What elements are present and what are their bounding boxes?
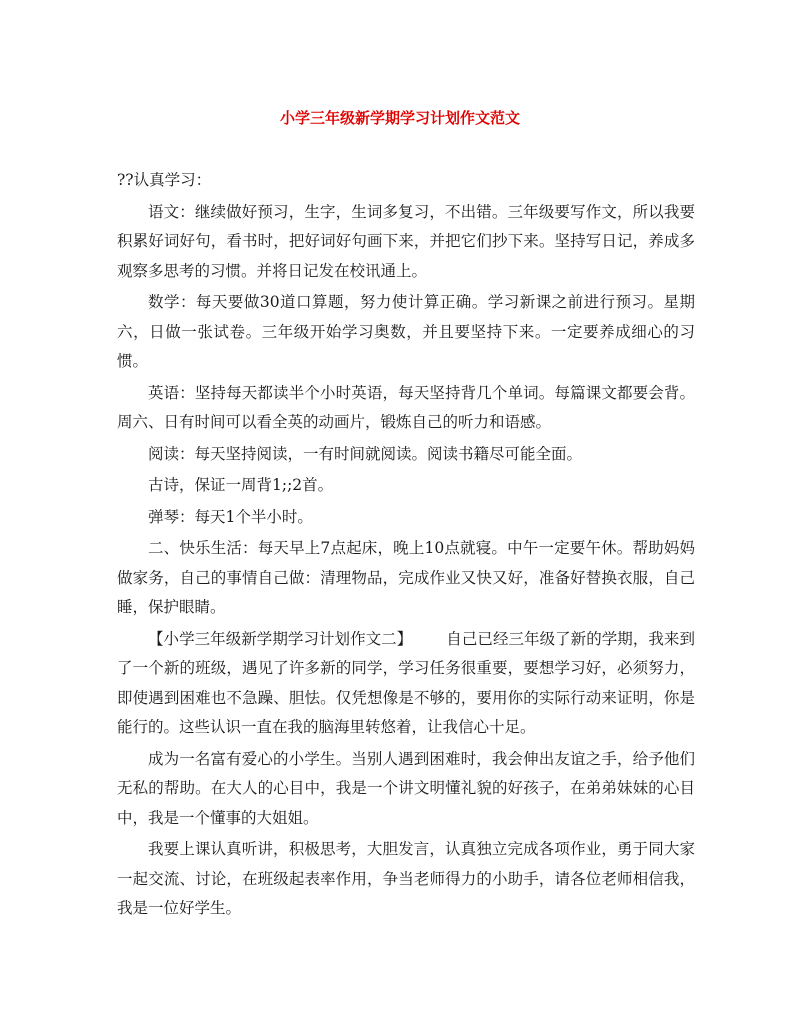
section-heading-study: ??认真学习：: [117, 171, 212, 189]
paragraph-math: 数学：每天要做30道口算题，努力使计算正确。学习新课之前进行预习。星期六，日做一张试卷。三年级开始学习奥数，并且要坚持下来。一定要养成细心的习惯。: [117, 293, 695, 370]
paragraph-good-student: 我要上课认真听讲，积极思考，大胆发言，认真独立完成各项作业，勇于同大家一起交流、讨论，在班级起表率作用，争当老师得力的小助手，请各位老师相信我，我是一位好学生。: [117, 840, 695, 917]
paragraph-reading: 阅读：每天坚持阅读，一有时间就阅读。阅读书籍尽可能全面。: [148, 444, 583, 463]
document-title: 小学三年级新学期学习计划作文范文: [279, 109, 520, 127]
paragraph-essay-two-intro: [117, 625, 695, 743]
paragraph-poetry: 古诗，保证一周背1;;2首。: [148, 476, 334, 494]
essay-two-heading: 【小学三年级新学期学习计划作文二】: [148, 629, 413, 648]
essay-two-first-text: 自己已经三年级了新的学期，我来到了一个新的班级，遇见了许多新的同学，学习任务很重要，要想学习好，必须努力，即使遇到困难也不急躁、胆怯。仅凭想像是不够的，要用你的实际行动来证明，你是能行的。这些认识一直在我的脑海里转悠着，让我信心十足。: [117, 629, 695, 736]
paragraph-english: 英语：坚持每天都读半个小时英语，每天坚持背几个单词。每篇课文都要会背。周六、日有时间可以看全英的动画片，锻炼自己的听力和语感。: [117, 383, 695, 431]
paragraph-caring-student: 成为一名富有爱心的小学生。当别人遇到困难时，我会伸出友谊之手，给予他们无私的帮助。在大人的心目中，我是一个讲文明懂礼貌的好孩子，在弟弟妹妹的心目中，我是一个懂事的大姐姐。: [117, 749, 695, 827]
paragraph-happy-life: 二、快乐生活：每天早上7点起床，晚上10点就寝。中午一定要午休。帮助妈妈做家务，自己的事情自己做：清理物品，完成作业又快又好，准备好替换衣服，自己睡，保护眼睛。: [117, 539, 695, 616]
document-body: [117, 166, 695, 926]
paragraph-chinese: 语文：继续做好预习，生字，生词多复习，不出错。三年级要写作文，所以我要积累好词好句，看书时，把好词好句画下来，并把它们抄下来。坚持写日记，养成多观察多思考的习惯。并将日记发在校讯通上。: [117, 202, 695, 280]
paragraph-piano: 弹琴：每天1个半小时。: [148, 507, 313, 526]
